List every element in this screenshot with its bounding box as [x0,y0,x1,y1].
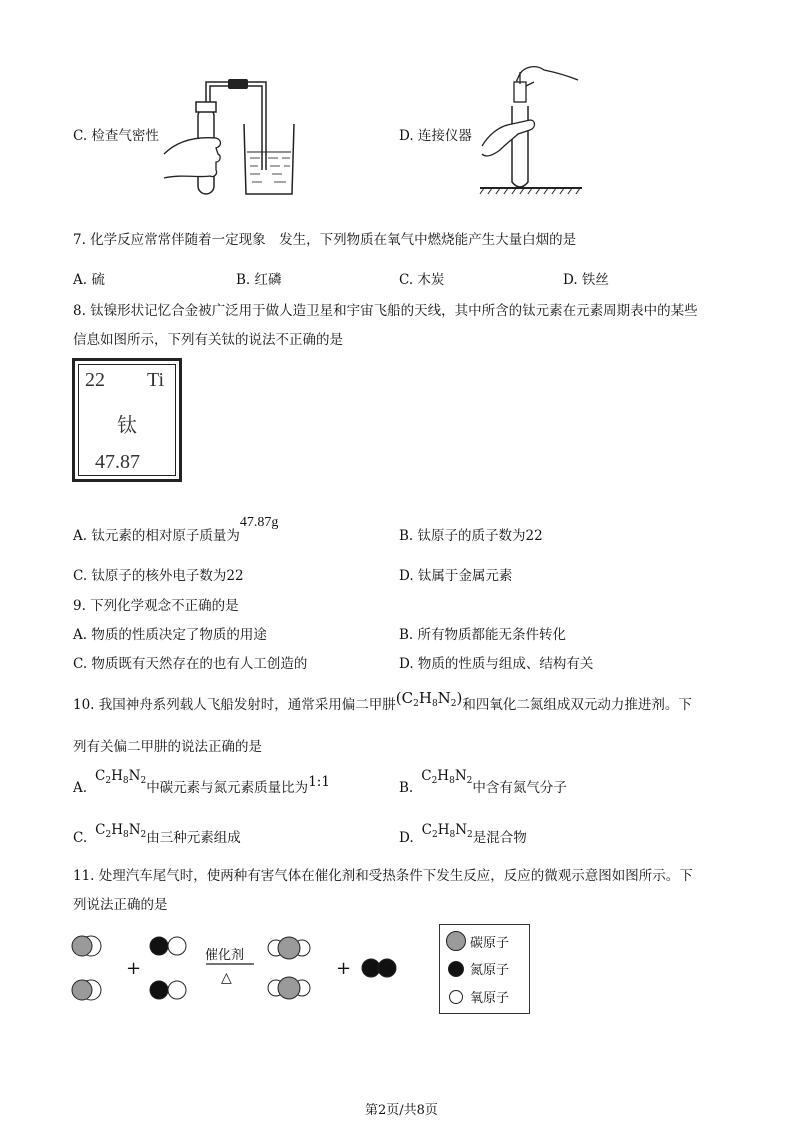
co2-molecule [268,937,310,959]
q10-formula-b: $C_2H_8N_2$ [421,768,473,786]
q10-option-c: C. $C_2H_8N_2$由三种元素组成 [73,822,241,846]
q10-stem-part1: 10. 我国神舟系列载人飞船发射时，通常采用偏二甲肼 [73,697,396,713]
q11-stem-line2: 列说法正确的是 [73,897,168,913]
q8-stem-line1: 8. 钛镍形状记忆合金被广泛用于做人造卫星和宇宙飞船的天线，其中所含的钛元素在元素周期表中的某些 [73,303,698,319]
q10-option-a: $A.C_2H_8N_2$中碳元素与氮元素质量比为1:1 [73,768,330,796]
q10-formula-d: $C_2H_8N_2$ [421,822,473,840]
q8-option-b: B. 钛原子的质子数为22 [399,528,543,544]
plus-sign: + [336,958,352,979]
q8-stem-line2: 信息如图所示，下列有关钛的说法不正确的是 [73,332,343,348]
q8-option-a [73,515,279,547]
carbon-atom-icon [446,931,466,951]
co2-molecule [268,977,310,999]
q10-option-b: $B.C_2H_8N_2$中含有氮气分子 [399,768,567,796]
oxygen-atom-icon [449,990,463,1004]
legend-carbon: 碳原子 [446,931,509,951]
atom-legend [439,924,530,1014]
q8-option-a-value: 47.87g [239,515,279,530]
element-symbol: Ti [147,369,165,391]
co-molecule [72,936,101,956]
q10-option-d: D. $C_2H_8N_2$是混合物 [399,822,527,846]
q9-option-a: A. 物质的性质决定了物质的用途 [73,627,267,643]
element-name: 钛 [117,413,137,437]
catalyst-label: 催化剂 [205,948,245,963]
q9-option-d: D. 物质的性质与组成、结构有关 [399,656,594,672]
q9-option-c: C. 物质既有天然存在的也有人工创造的 [73,656,308,672]
q10-stem-line1 [73,689,692,717]
q8-option-d: D. 钛属于金属元素 [399,568,513,584]
n2-molecule [362,959,396,977]
legend-oxygen: 氧原子 [446,987,509,1006]
q11-stem-line1: 11. 处理汽车尾气时，使两种有害气体在催化剂和受热条件下发生反应，反应的微观示意图如图所示。下 [73,868,693,884]
q6-option-d: D. 连接仪器 [399,128,472,144]
plus-sign: + [126,958,142,979]
nitrogen-atom-icon [448,961,464,977]
q9-option-b: B. 所有物质都能无条件转化 [399,627,567,643]
co-molecule [72,980,101,1000]
q10-stem-line2: 列有关偏二甲肼的说法正确的是 [73,739,262,755]
q10-formula-c: $C_2H_8N_2$ [95,822,147,840]
q10-stem-part2: 和四氧化二氮组成双元动力推进剂。下 [462,697,692,713]
q10-stem-formula: $(C_2H_8N_2)$ [395,689,463,709]
titanium-element-card [72,358,182,482]
legend-nitrogen: 氮原子 [446,959,509,978]
q7-option-d: D. 铁丝 [563,272,609,288]
q7-stem: 7. 化学反应常常伴随着一定现象 发生，下列物质在氧气中燃烧能产生大量白烟的是 [73,232,577,248]
atomic-mass: 47.87 [95,451,140,473]
q7-option-c: C. 木炭 [399,272,445,288]
q9-stem: 9. 下列化学观念不正确的是 [73,598,239,614]
q8-option-c: C. 钛原子的核外电子数为22 [73,568,244,584]
no-molecule [150,937,186,955]
q8-option-a-text: A. 钛元素的相对原子质量为 [73,528,240,544]
q7-option-a: A. 硫 [73,272,105,288]
q6-option-c: C. 检查气密性 [73,128,159,144]
atomic-number: 22 [85,369,105,391]
heat-symbol: △ [221,970,232,986]
q7-option-b: B. 红磷 [236,272,282,288]
airtightness-check-illustration [160,74,300,198]
connect-apparatus-illustration [478,58,588,198]
no-molecule [150,981,186,999]
q10-formula-a: $C_2H_8N_2$ [95,768,147,786]
page-number: 第2页/共8页 [365,1103,438,1118]
reaction-microscopic-diagram [70,930,410,1004]
